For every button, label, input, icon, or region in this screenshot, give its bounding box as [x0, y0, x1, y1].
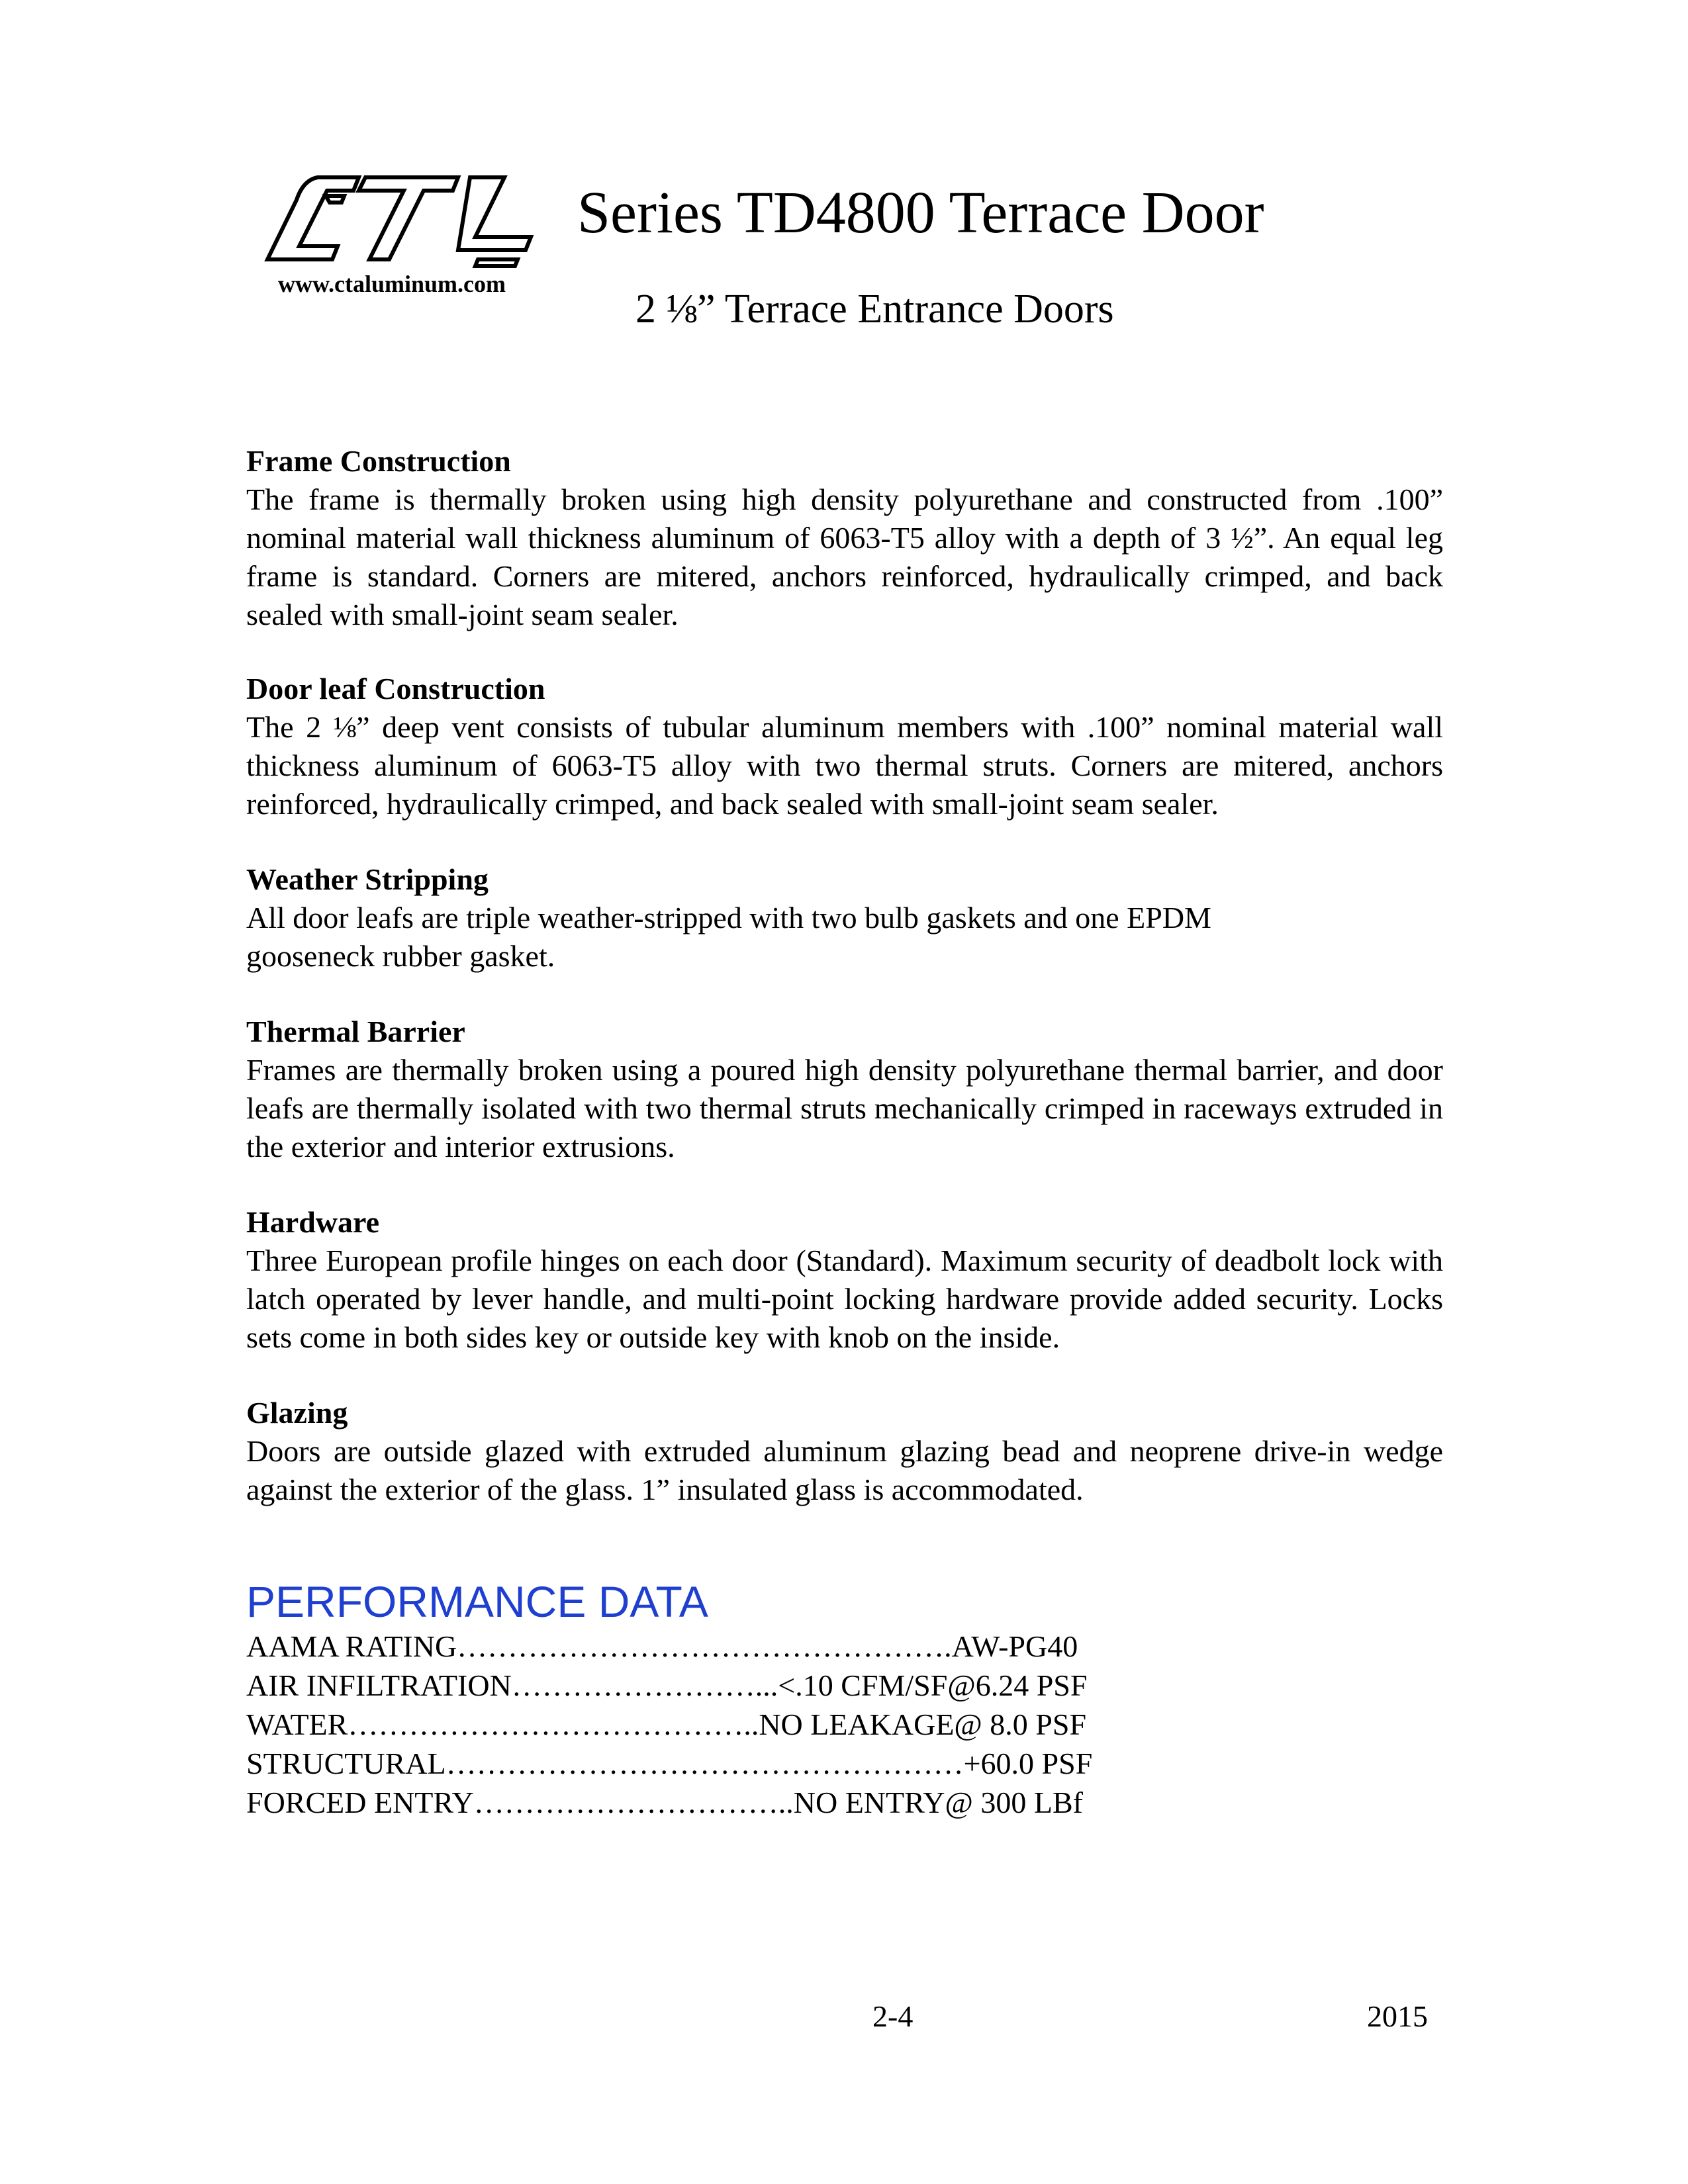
ctl-logo-icon	[259, 171, 544, 270]
performance-row: AIR INFILTRATION……………………...<.10 CFM/SF@6.24 PSF	[246, 1668, 1088, 1702]
section-heading: Thermal Barrier	[246, 1015, 465, 1048]
performance-row: FORCED ENTRY…………………………..NO ENTRY@ 300 LBf	[246, 1786, 1083, 1819]
text-line: wedge against the exterior of the glass. 1” insulated glass is accommodated.	[246, 1434, 1443, 1506]
section-weather-stripping	[246, 860, 1443, 976]
text-line: raceways extruded in the exterior and interior extrusions.	[246, 1091, 1443, 1163]
text-line: All door leafs are triple weather-stripped with two bulb gaskets and one EPDM	[246, 901, 1211, 934]
text-line: wall thickness aluminum of 6063-T5 alloy with two thermal struts. Corners are mitered,	[246, 710, 1444, 782]
section-door-leaf-construction	[246, 670, 1443, 823]
section-hardware	[246, 1203, 1443, 1357]
paragraph	[246, 480, 1443, 634]
text-line: Doors are outside glazed with extruded aluminum glazing bead and neoprene drive-in	[246, 1434, 1351, 1468]
text-line: security. Locks sets come in both sides key or outside key with knob on the inside.	[246, 1282, 1443, 1354]
section-thermal-barrier	[246, 1013, 1443, 1166]
text-line: from .100” nominal material wall thickness aluminum of 6063-T5 alloy with a depth	[246, 482, 1443, 555]
section-heading: Weather Stripping	[246, 862, 489, 896]
section-heading: Door leaf Construction	[246, 672, 545, 705]
performance-data	[246, 1627, 1092, 1822]
text-line: and door leafs are thermally isolated with two thermal struts mechanically crimped in	[246, 1053, 1444, 1125]
paragraph	[246, 1242, 1443, 1357]
logo-url: www.ctaluminum.com	[278, 271, 506, 297]
footer-year: 2015	[1367, 1999, 1428, 2033]
text-line: gooseneck rubber gasket.	[246, 939, 555, 973]
text-line: The 2 ⅛” deep vent consists of tubular aluminum members with .100” nominal material	[246, 710, 1379, 744]
section-heading: Glazing	[246, 1396, 348, 1430]
paragraph	[246, 1432, 1443, 1509]
company-logo	[259, 171, 544, 303]
section-frame-construction	[246, 442, 1443, 634]
text-line: The frame is thermally broken using high density polyurethane and constructed	[246, 482, 1288, 516]
paragraph	[246, 708, 1443, 823]
page-title: Series TD4800 Terrace Door	[577, 180, 1264, 246]
section-heading: Frame Construction	[246, 444, 511, 478]
paragraph	[246, 899, 1443, 976]
section-glazing	[246, 1394, 1443, 1509]
performance-title: PERFORMANCE DATA	[246, 1577, 708, 1626]
text-line: Three European profile hinges on each door (Standard). Maximum security of deadbolt	[246, 1244, 1320, 1277]
text-line: of 3 ½”. An equal leg frame is standard. Corners are mitered, anchors reinforced,	[246, 521, 1443, 593]
text-line: anchors reinforced, hydraulically crimped, and back sealed with small-joint seam sealer.	[246, 749, 1444, 821]
page-number: 2-4	[872, 1999, 914, 2033]
paragraph	[246, 1051, 1443, 1166]
performance-row: STRUCTURAL……………………………………………+60.0 PSF	[246, 1747, 1093, 1780]
page-subtitle: 2 ⅛” Terrace Entrance Doors	[635, 287, 1114, 332]
performance-row: WATER…………………………………..NO LEAKAGE@ 8.0 PSF	[246, 1707, 1087, 1741]
text-line: hydraulically crimped, and back sealed with small-joint seam sealer.	[246, 559, 1444, 631]
performance-row: AAMA RATING………………………………………….AW-PG40	[246, 1629, 1078, 1663]
section-heading: Hardware	[246, 1205, 380, 1239]
text-line: lock with latch operated by lever handle, and multi-point locking hardware provide added	[246, 1244, 1443, 1316]
text-line: Frames are thermally broken using a poured high density polyurethane thermal barrier,	[246, 1053, 1325, 1087]
